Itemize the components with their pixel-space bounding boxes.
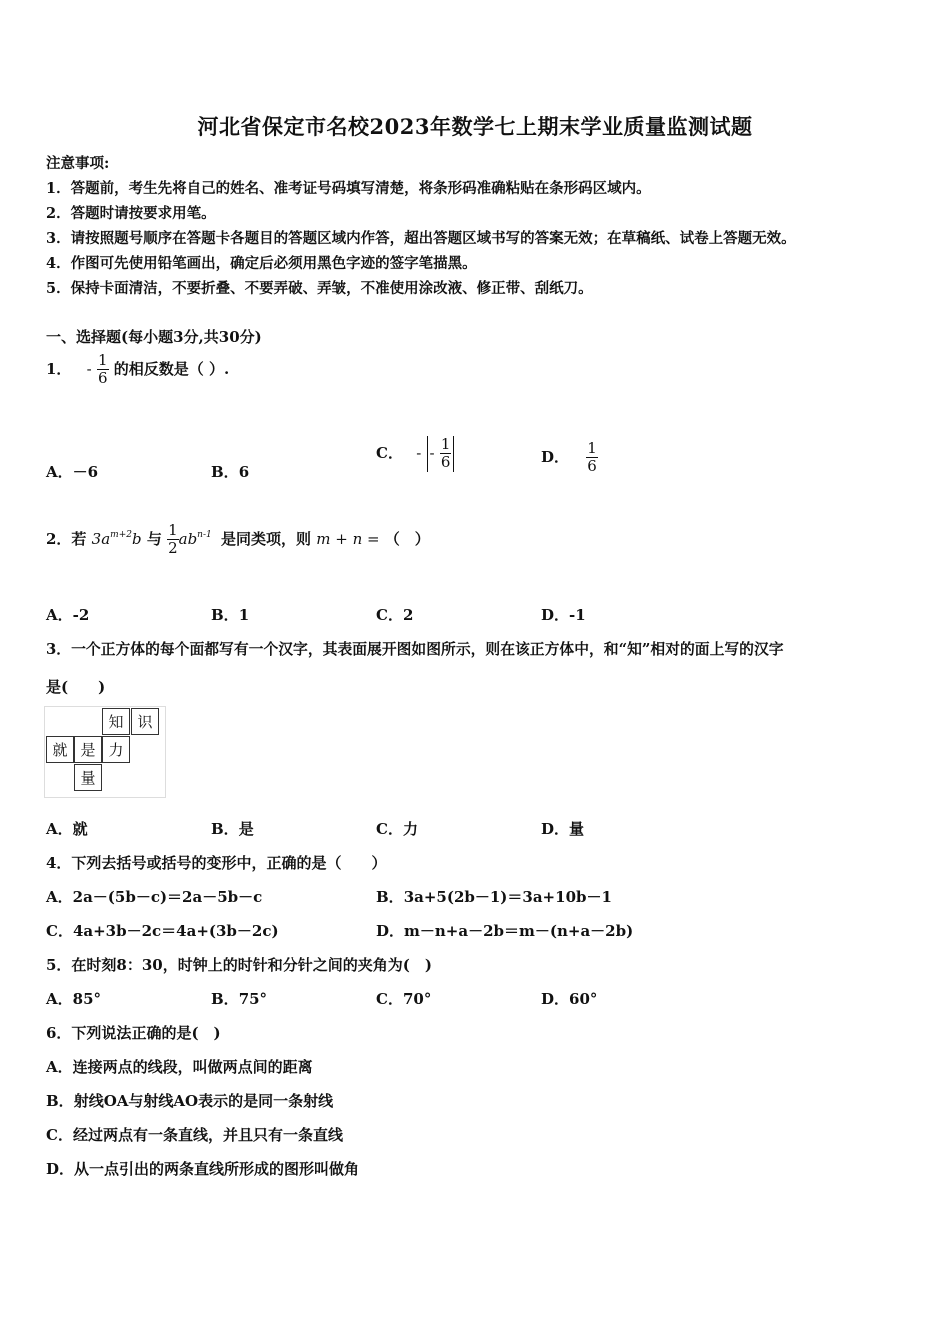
option-a xyxy=(46,461,98,482)
option-b xyxy=(46,1090,333,1111)
net-cell: 量 xyxy=(74,764,102,791)
absolute-value xyxy=(427,436,455,472)
option-text: 6 xyxy=(238,463,250,481)
option-label: B． xyxy=(46,1092,74,1110)
option-b xyxy=(376,886,612,907)
note-item: 5．保持卡面清洁，不要折叠、不要弄破、弄皱，不准使用涂改液、修正带、刮纸刀。 xyxy=(46,280,593,297)
note-item: 1．答题前，考生先将自己的姓名、准考证号码填写清楚，将条形码准确粘贴在条形码区域内。 xyxy=(46,180,651,197)
option-label: C． xyxy=(46,922,73,940)
option-d xyxy=(46,1158,359,1179)
option-label: D． xyxy=(541,990,570,1008)
minus-sign: - xyxy=(429,443,435,462)
page-title: 河北省保定市名校2023年数学七上期末学业质量监测试题 xyxy=(197,114,753,139)
question-text: 是同类项，则 xyxy=(220,529,311,548)
option-c xyxy=(376,604,413,625)
fraction-numerator: 1 xyxy=(440,435,451,453)
question-number: 2．若 xyxy=(46,529,87,548)
option-a xyxy=(46,604,89,625)
option-d xyxy=(541,604,586,625)
option-c xyxy=(46,1124,343,1145)
option-label: B． xyxy=(376,888,404,906)
question-3: 3．一个正方体的每个面都写有一个汉字，其表面展开图如图所示，则在该正方体中，和“知”相对的面上写的汉字 xyxy=(46,641,784,658)
question-6: 6．下列说法正确的是( ) xyxy=(46,1024,221,1042)
minus-sign: - xyxy=(86,359,92,378)
option-label: D． xyxy=(46,1160,75,1178)
question-4: 4．下列去括号或括号的变形中，正确的是（ ） xyxy=(46,854,387,872)
option-text: 力 xyxy=(402,820,418,838)
option-label: D． xyxy=(541,606,570,624)
fraction xyxy=(440,436,452,472)
term-exponent: m+2 xyxy=(110,529,132,540)
option-text: -2 xyxy=(72,606,90,624)
option-label: C． xyxy=(376,606,403,624)
option-text: －6 xyxy=(72,463,99,481)
term-variable: b xyxy=(131,529,142,548)
notes-heading: 注意事项: xyxy=(46,155,110,172)
option-label: B． xyxy=(211,990,239,1008)
option-text: 3a+5(2b－1)＝3a+10b－1 xyxy=(403,888,612,906)
option-c xyxy=(376,818,418,839)
option-d xyxy=(541,988,597,1009)
note-item: 2．答题时请按要求用笔。 xyxy=(46,205,216,222)
option-label: D． xyxy=(376,922,405,940)
option-a xyxy=(46,886,262,907)
option-text: 85° xyxy=(72,990,102,1008)
term-base: 3a xyxy=(91,529,111,548)
option-label: D． xyxy=(541,447,570,466)
note-item: 3．请按照题号顺序在答题卡各题目的答题区域内作答，超出答题区域书写的答案无效；在草稿纸、试卷上答题无效。 xyxy=(46,230,796,247)
option-label: C． xyxy=(376,990,403,1008)
option-text: 60° xyxy=(569,990,598,1008)
minus-sign: - xyxy=(416,443,422,462)
fraction xyxy=(97,352,109,388)
option-label: A． xyxy=(46,990,73,1008)
option-b xyxy=(211,988,267,1009)
option-label: A． xyxy=(46,1058,73,1076)
fraction xyxy=(586,440,598,476)
option-d xyxy=(376,920,633,941)
option-text: 就 xyxy=(72,820,88,838)
option-text: 从一点引出的两条直线所形成的图形叫做角 xyxy=(74,1160,360,1178)
question-number: 1． xyxy=(46,359,72,378)
option-text: 2a－(5b－c)＝2a－5b－c xyxy=(72,888,263,906)
option-text: 75° xyxy=(238,990,268,1008)
question-text: 的相反数是（ ）. xyxy=(113,359,230,378)
option-label: A． xyxy=(46,463,73,481)
option-b xyxy=(211,604,249,625)
option-d xyxy=(541,440,598,476)
fraction-numerator: 1 xyxy=(97,351,108,369)
option-label: B． xyxy=(211,606,239,624)
question-3-continued: 是( ) xyxy=(46,678,106,696)
option-text: 射线OA与射线AO表示的是同一条射线 xyxy=(73,1092,334,1110)
math-term xyxy=(179,530,212,548)
answer-paren: （ ） xyxy=(384,529,430,548)
option-c xyxy=(46,920,279,941)
option-b xyxy=(211,818,254,839)
fraction-denominator: 6 xyxy=(440,453,451,472)
fraction-denominator: 6 xyxy=(97,369,108,388)
note-item: 4．作图可先使用铅笔画出，确定后必须用黑色字迹的签字笔描黑。 xyxy=(46,255,477,272)
net-cell: 就 xyxy=(46,736,74,763)
cube-net-figure xyxy=(44,706,166,798)
option-text: 4a+3b－2c＝4a+(3b－2c) xyxy=(72,922,279,940)
term-exponent: n-1 xyxy=(197,529,212,540)
option-text: m－n+a－2b＝m－(n+a－2b) xyxy=(404,922,634,940)
option-c xyxy=(376,988,431,1009)
option-text: 是 xyxy=(238,820,254,838)
option-label: C． xyxy=(46,1126,73,1144)
option-a xyxy=(46,1056,313,1077)
math-term xyxy=(92,530,142,548)
option-a xyxy=(46,818,88,839)
option-label: A． xyxy=(46,888,73,906)
option-text: 连接两点的线段，叫做两点间的距离 xyxy=(72,1058,313,1076)
option-text: 2 xyxy=(402,606,414,624)
net-cell: 知 xyxy=(102,708,130,735)
fraction-numerator: 1 xyxy=(168,521,178,539)
question-2 xyxy=(46,522,430,558)
option-text: -1 xyxy=(569,606,586,624)
term-base: ab xyxy=(178,529,198,548)
option-text: 量 xyxy=(569,820,585,838)
fraction xyxy=(167,522,179,558)
section-heading: 一、选择题(每小题3分,共30分) xyxy=(46,328,262,346)
option-b xyxy=(211,461,249,482)
option-label: A． xyxy=(46,820,73,838)
option-text: 经过两点有一条直线，并且只有一条直线 xyxy=(72,1126,343,1144)
option-label: A． xyxy=(46,606,73,624)
question-5: 5．在时刻8：30，时钟上的时针和分针之间的夹角为( ) xyxy=(46,956,432,974)
option-label: C． xyxy=(376,443,403,462)
net-cell: 是 xyxy=(74,736,102,763)
option-label: D． xyxy=(541,820,570,838)
question-1 xyxy=(46,352,229,388)
fraction-numerator: 1 xyxy=(587,439,597,457)
math-expression: m + n = xyxy=(316,529,380,548)
option-label: C． xyxy=(376,820,403,838)
option-text: 1 xyxy=(238,606,250,624)
net-cell: 力 xyxy=(102,736,130,763)
option-label: B． xyxy=(211,463,239,481)
fraction-denominator: 2 xyxy=(168,539,178,558)
option-a xyxy=(46,988,101,1009)
net-cell: 识 xyxy=(131,708,159,735)
option-c xyxy=(376,436,454,472)
option-text: 70° xyxy=(402,990,432,1008)
connector-text: 与 xyxy=(146,529,162,548)
fraction-denominator: 6 xyxy=(587,457,597,476)
option-label: B． xyxy=(211,820,239,838)
option-d xyxy=(541,818,584,839)
